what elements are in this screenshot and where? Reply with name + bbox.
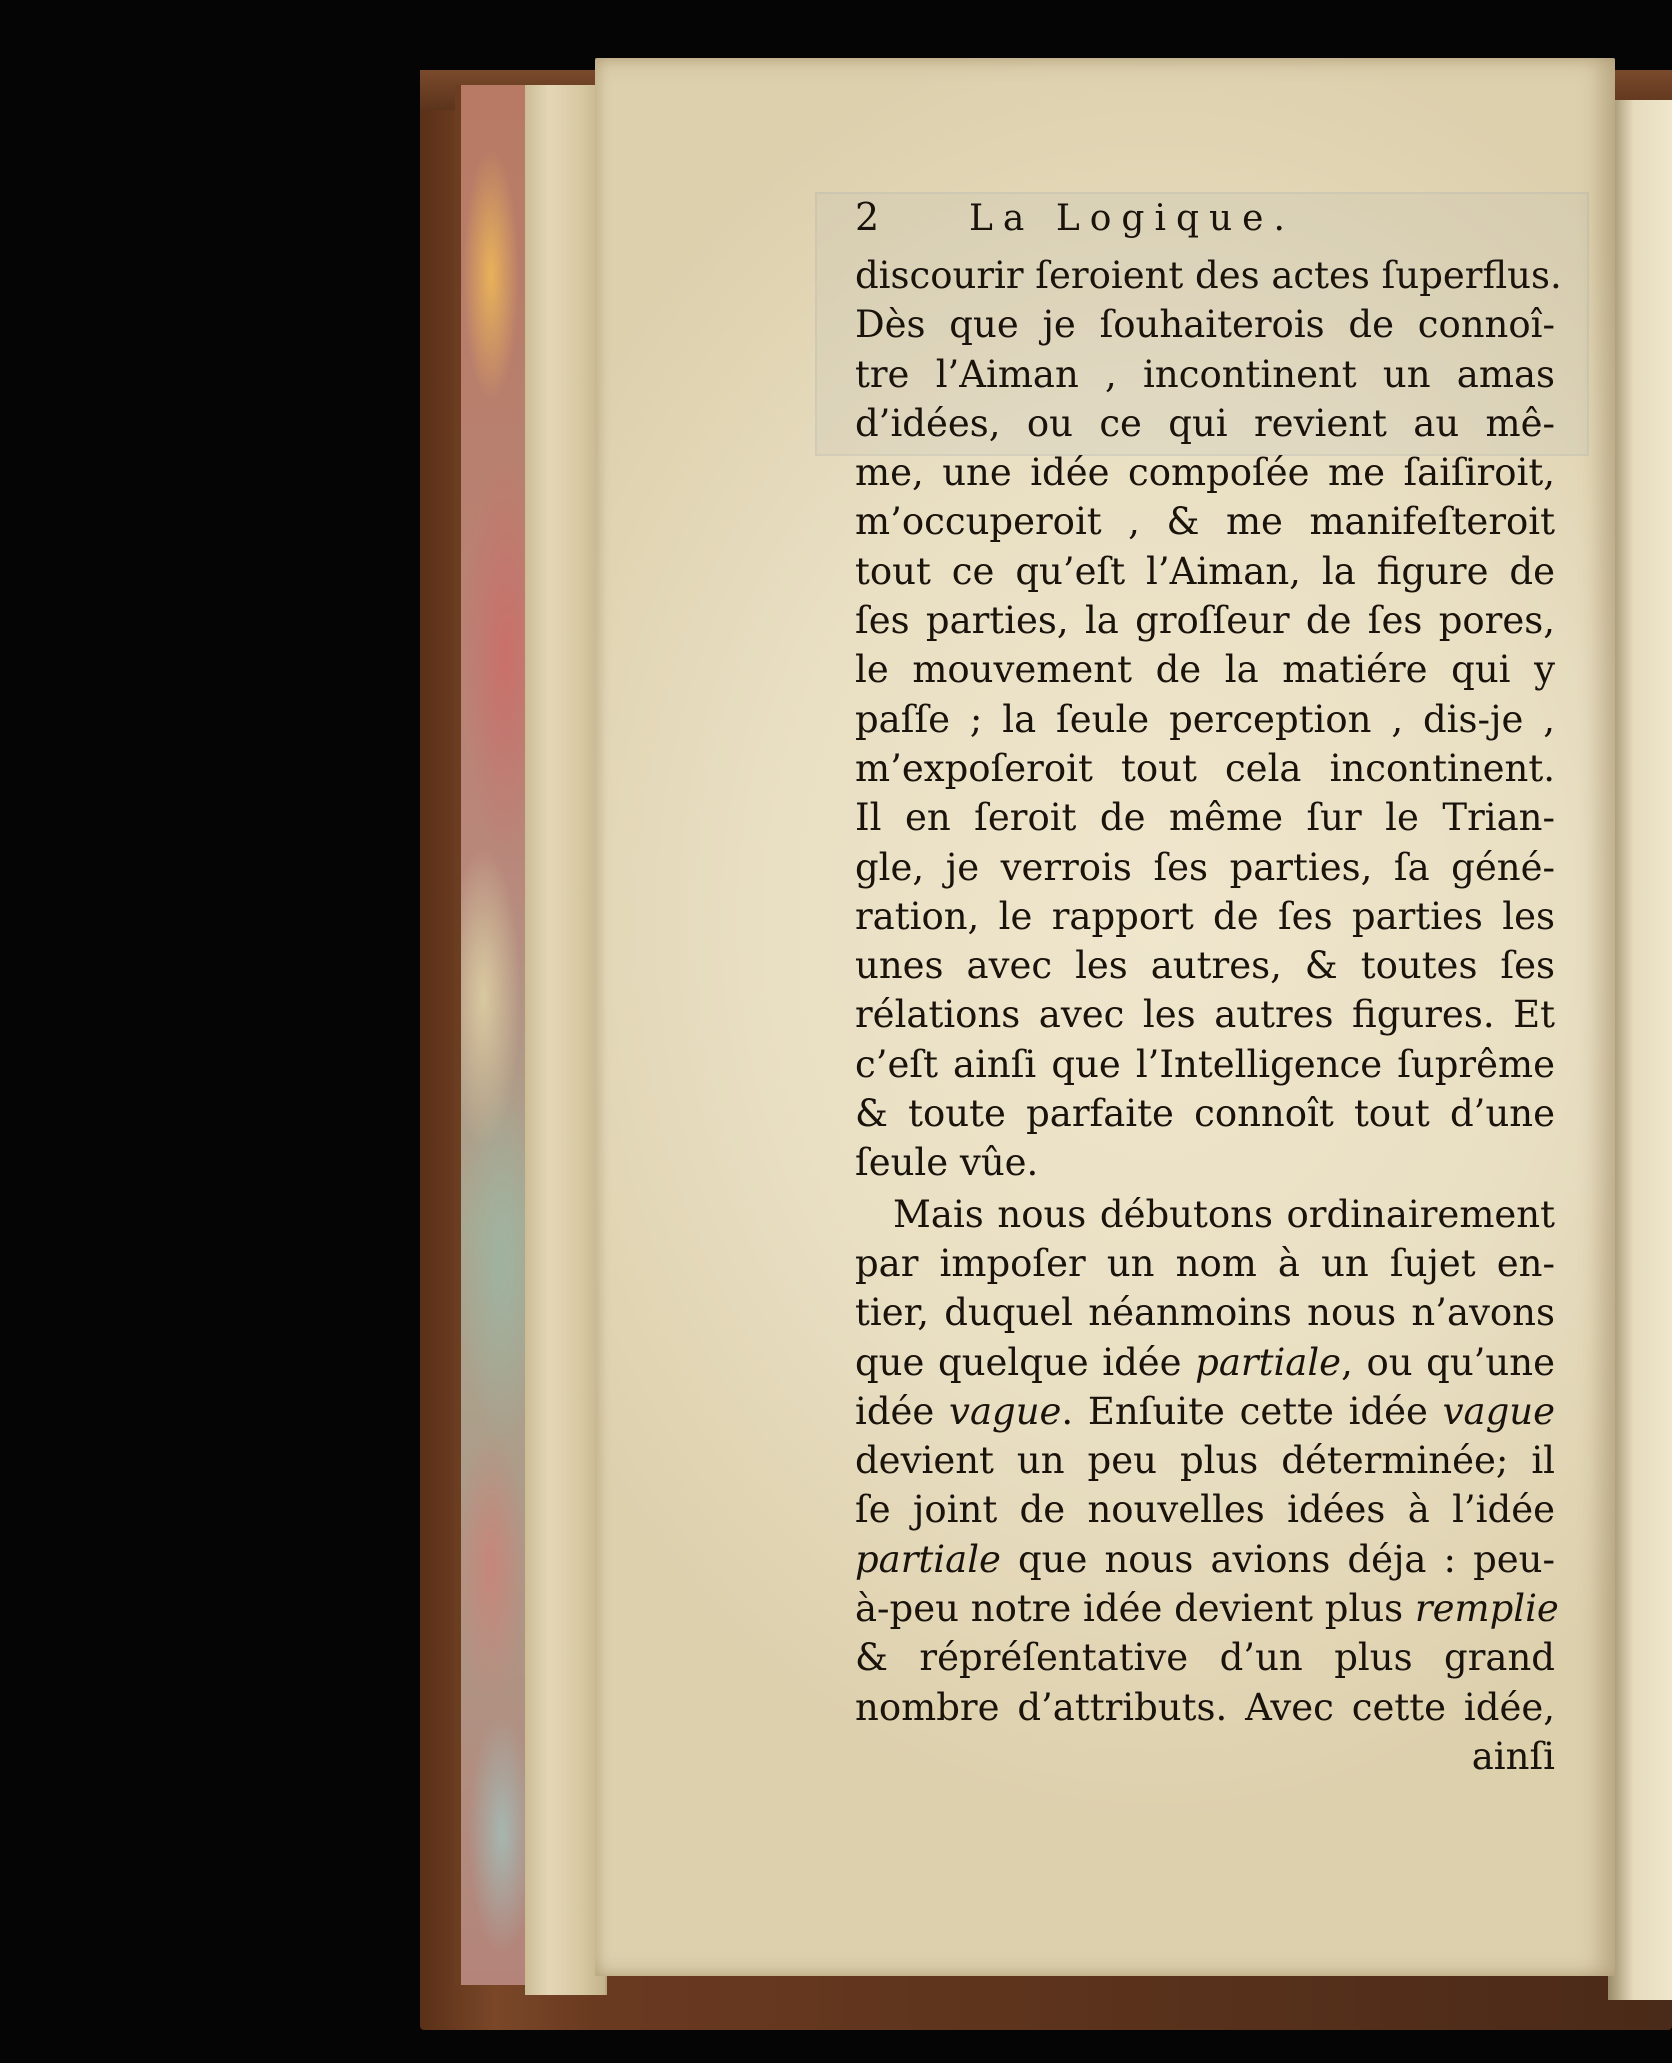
text-run: à-peu notre idée devient plus	[855, 1587, 1415, 1631]
text-run: que quelque idée	[855, 1340, 1196, 1384]
text-line: ſe joint de nouvelles idées à l’idée	[855, 1488, 1555, 1532]
italic-term: vague	[1442, 1389, 1555, 1433]
running-title: La Logique.	[969, 198, 1295, 239]
text-run: que nous avions déja : peu-	[1000, 1537, 1555, 1581]
text-line: le mouvement de la matiére qui y	[855, 648, 1555, 692]
text-line: Mais nous débutons ordinairement	[893, 1192, 1555, 1236]
text-line: discourir ſeroient des actes ſuperflus.	[855, 254, 1562, 297]
text-line: ſeule vûe.	[855, 1141, 1039, 1185]
page-header	[855, 195, 1555, 251]
text-run: , ou qu’une	[1341, 1340, 1555, 1384]
text-line: & toute parfaite connoît tout d’une	[855, 1092, 1555, 1136]
text-line: Dès que je ſouhaiterois de connoî-	[855, 303, 1555, 347]
text-line: par impoſer un nom à un ſujet en-	[855, 1241, 1555, 1285]
text-line: m’expoſeroit tout cela incontinent.	[855, 746, 1555, 790]
catchword: ainſi	[1471, 1734, 1555, 1778]
text-line: paſſe ; la ſeule perception , dis-je ,	[855, 697, 1555, 741]
text-line: ration, le rapport de ſes parties les	[855, 894, 1555, 938]
text-line	[855, 1535, 1555, 1584]
italic-term: vague	[949, 1389, 1062, 1433]
text-line	[855, 1584, 1559, 1633]
text-line: d’idées, ou ce qui revient au mê-	[855, 401, 1555, 445]
page-number: 2	[855, 195, 880, 239]
page-text-block	[855, 195, 1562, 1781]
text-line: Il en ſeroit de même ſur le Trian-	[855, 796, 1555, 840]
text-line: tre l’Aiman , incontinent un amas	[855, 352, 1555, 396]
text-run: . Enſuite cette idée	[1061, 1389, 1443, 1433]
paragraph-1	[855, 251, 1562, 1188]
text-line: me, une idée compoſée me ſaiſiroit,	[855, 451, 1555, 495]
text-line: gle, je verrois ſes parties, ſa géné-	[855, 845, 1555, 889]
text-line	[855, 1387, 1555, 1436]
italic-term: partiale	[1195, 1340, 1342, 1384]
text-line	[855, 1338, 1555, 1387]
text-line: tier, duquel néanmoins nous n’avons	[855, 1291, 1555, 1335]
text-line: ſes parties, la groſſeur de ſes pores,	[855, 599, 1555, 643]
text-line: rélations avec les autres figures. Et	[855, 993, 1555, 1037]
paragraph-2	[855, 1190, 1559, 1782]
text-line: tout ce qu’eſt l’Aiman, la figure de	[855, 549, 1555, 593]
text-line: unes avec les autres, & toutes ſes	[855, 944, 1555, 988]
text-line: nombre d’attributs. Avec cette idée,	[855, 1685, 1555, 1729]
italic-term: partiale	[855, 1537, 1001, 1581]
italic-term: remplie	[1414, 1587, 1559, 1631]
right-page-edge	[1608, 100, 1672, 2000]
text-run: idée	[855, 1389, 950, 1433]
text-line: m’occuperoit , & me manifeſteroit	[855, 500, 1555, 544]
text-line: devient un peu plus déterminée; il	[855, 1439, 1555, 1483]
text-line: c’eſt ainſi que l’Intelligence ſuprême	[855, 1042, 1555, 1086]
text-line: & répréſentative d’un plus grand	[855, 1636, 1555, 1680]
